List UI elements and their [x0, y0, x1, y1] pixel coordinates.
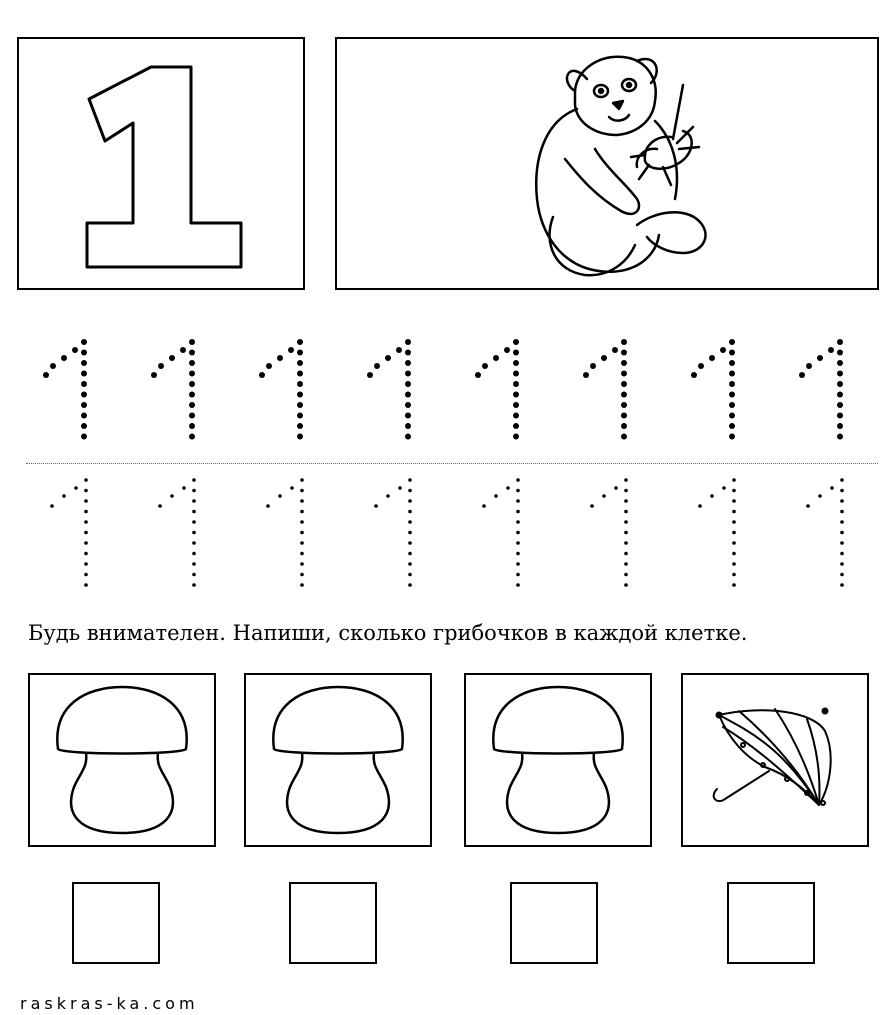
- answer-box-4[interactable]: [727, 882, 815, 964]
- dotted-one-glyph: [806, 478, 844, 587]
- site-watermark: raskras-ka.com: [20, 994, 199, 1013]
- dotted-one-glyph: [583, 339, 627, 440]
- answer-box-3[interactable]: [510, 882, 598, 964]
- answer-box-1[interactable]: [72, 882, 160, 964]
- instruction-text: Будь внимателен. Напиши, сколько грибочков в каждой клетке.: [28, 621, 748, 645]
- panda-picture-box: [335, 37, 879, 290]
- row-divider: [26, 463, 878, 464]
- mushroom-icon: [246, 675, 430, 845]
- light-dotted-ones: [26, 466, 878, 596]
- dotted-one-glyph: [482, 478, 520, 587]
- dotted-one-glyph: [43, 339, 87, 440]
- picture-cell-1: [28, 673, 216, 847]
- tracing-row-bold: [26, 318, 878, 463]
- panda-icon: [337, 39, 877, 288]
- dotted-one-glyph: [691, 339, 735, 440]
- answer-box-2[interactable]: [289, 882, 377, 964]
- digit-display-box: [17, 37, 305, 290]
- picture-cell-3: [464, 673, 652, 847]
- dotted-one-glyph: [266, 478, 304, 587]
- dotted-one-glyph: [367, 339, 411, 440]
- tracing-row-light: [26, 466, 878, 596]
- dotted-one-glyph: [151, 339, 195, 440]
- dotted-one-glyph: [590, 478, 628, 587]
- dotted-one-glyph: [475, 339, 519, 440]
- dotted-one-glyph: [158, 478, 196, 587]
- dotted-one-glyph: [50, 478, 88, 587]
- umbrella-icon: [683, 675, 867, 845]
- digit-one-outline: [19, 39, 303, 288]
- picture-cell-2: [244, 673, 432, 847]
- mushroom-icon: [466, 675, 650, 845]
- dotted-one-glyph: [374, 478, 412, 587]
- mushroom-icon: [30, 675, 214, 845]
- dotted-one-glyph: [799, 339, 843, 440]
- dotted-one-glyph: [259, 339, 303, 440]
- bold-dotted-ones: [26, 318, 878, 463]
- picture-cell-4: [681, 673, 869, 847]
- dotted-one-glyph: [698, 478, 736, 587]
